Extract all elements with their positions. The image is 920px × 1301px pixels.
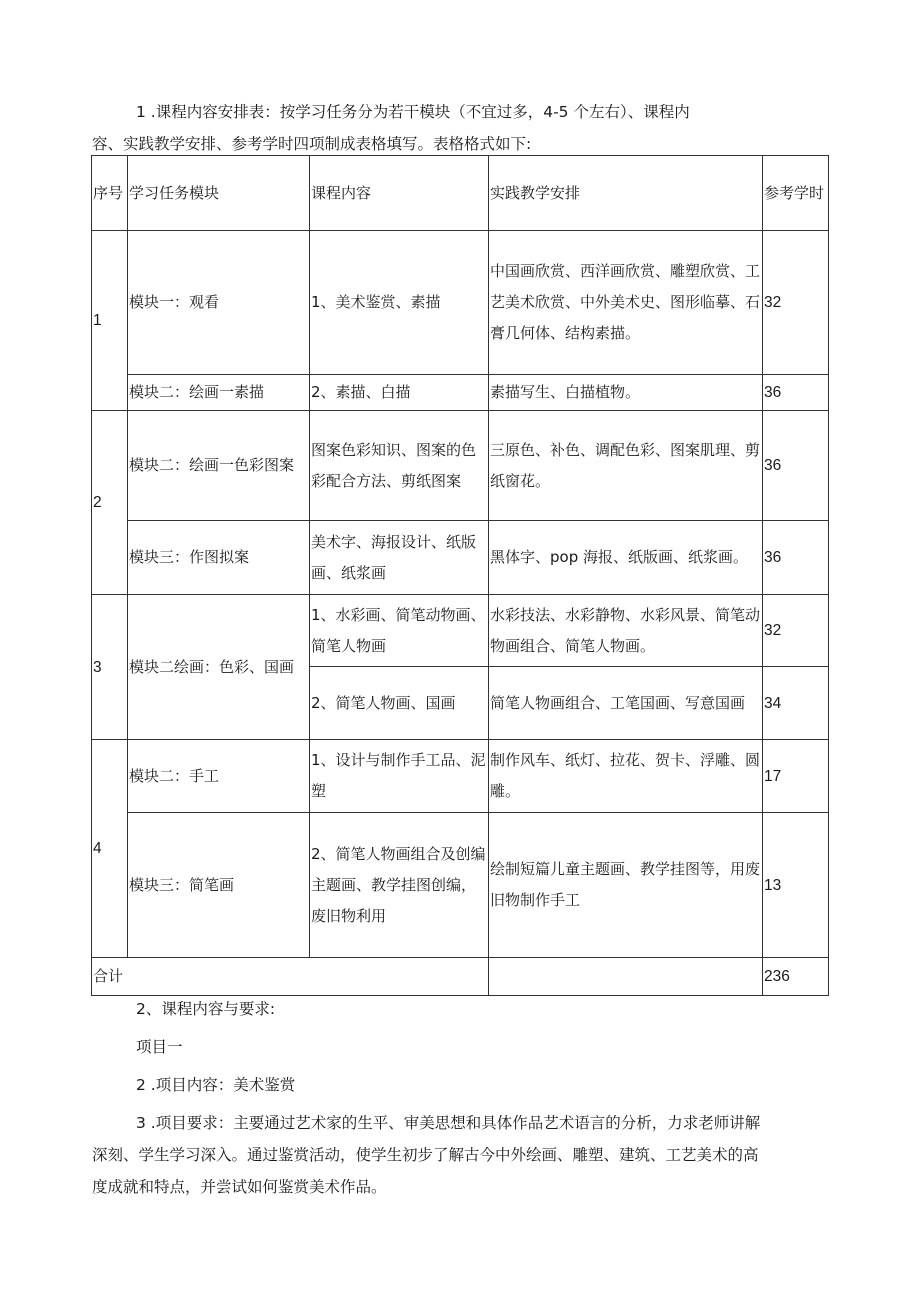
module-cell: 模块二：绘画一色彩图案 bbox=[128, 411, 310, 521]
content-cell: 图案色彩知识、图案的色彩配合方法、剪纸图案 bbox=[310, 411, 489, 521]
intro-line-2: 容、实践教学安排、参考学时四项制成表格填写。表格格式如下: bbox=[92, 135, 532, 153]
table-row bbox=[92, 595, 829, 667]
table-row bbox=[92, 411, 829, 521]
header-practice: 实践教学安排 bbox=[489, 156, 763, 231]
content-cell: 2、简笔人物画组合及创编主题画、教学挂图创编，废旧物利用 bbox=[310, 813, 489, 958]
module-cell: 模块二：手工 bbox=[128, 740, 310, 813]
module-cell: 模块一：观看 bbox=[128, 231, 310, 375]
practice-cell: 中国画欣赏、西洋画欣赏、雕塑欣赏、工艺美术欣赏、中外美术史、图形临摹、石膏几何体、结构素描。 bbox=[489, 231, 763, 375]
hours-cell: 36 bbox=[763, 375, 829, 411]
hours-cell: 32 bbox=[763, 595, 829, 667]
seq-cell: 3 bbox=[92, 595, 128, 740]
project-content: 2 .项目内容：美术鉴赏 bbox=[136, 1076, 296, 1094]
content-cell: 美术字、海报设计、纸版画、纸浆画 bbox=[310, 521, 489, 595]
content-cell: 2、素描、白描 bbox=[310, 375, 489, 411]
practice-cell: 简笔人物画组合、工笔国画、写意国画 bbox=[489, 667, 763, 740]
module-cell: 模块二：绘画一素描 bbox=[128, 375, 310, 411]
content-cell: 1、美术鉴赏、素描 bbox=[310, 231, 489, 375]
practice-cell: 素描写生、白描植物。 bbox=[489, 375, 763, 411]
course-schedule-table bbox=[91, 155, 829, 996]
hours-cell: 36 bbox=[763, 521, 829, 595]
hours-cell: 36 bbox=[763, 411, 829, 521]
project-requirement-line: 深刻、学生学习深入。通过鉴赏活动，使学生初步了解古今中外绘画、雕塑、建筑、工艺美术的高 bbox=[92, 1146, 759, 1164]
project-requirement-line: 3 .项目要求：主要通过艺术家的生平、审美思想和具体作品艺术语言的分析，力求老师讲解 bbox=[136, 1114, 761, 1132]
header-seq: 序号 bbox=[92, 156, 128, 231]
header-module: 学习任务模块 bbox=[128, 156, 310, 231]
content-cell: 1、水彩画、简笔动物画、简笔人物画 bbox=[310, 595, 489, 667]
section-heading: 2、课程内容与要求: bbox=[136, 1000, 276, 1018]
seq-cell: 1 bbox=[92, 231, 128, 411]
content-cell: 1、设计与制作手工品、泥塑 bbox=[310, 740, 489, 813]
total-label: 合计 bbox=[92, 958, 489, 996]
table-header-row bbox=[92, 156, 829, 231]
seq-cell: 4 bbox=[92, 740, 128, 958]
practice-cell: 制作风车、纸灯、拉花、贺卡、浮雕、圆雕。 bbox=[489, 740, 763, 813]
project-title: 项目一 bbox=[136, 1038, 183, 1056]
seq-cell: 2 bbox=[92, 411, 128, 595]
table-row bbox=[92, 521, 829, 595]
table-row bbox=[92, 231, 829, 375]
intro-line-1: 1 .课程内容安排表：按学习任务分为若干模块（不宜过多，4-5 个左右）、课程内 bbox=[136, 103, 690, 121]
requirements-section bbox=[92, 993, 828, 1203]
practice-cell: 水彩技法、水彩静物、水彩风景、简笔动物画组合、简笔人物画。 bbox=[489, 595, 763, 667]
hours-cell: 32 bbox=[763, 231, 829, 375]
module-cell: 模块三：简笔画 bbox=[128, 813, 310, 958]
total-row bbox=[92, 958, 829, 996]
module-cell: 模块二绘画：色彩、国画 bbox=[128, 595, 310, 740]
hours-cell: 17 bbox=[763, 740, 829, 813]
practice-cell: 黑体字、pop 海报、纸版画、纸浆画。 bbox=[489, 521, 763, 595]
module-cell: 模块三：作图拟案 bbox=[128, 521, 310, 595]
content-cell: 2、简笔人物画、国画 bbox=[310, 667, 489, 740]
table-row bbox=[92, 813, 829, 958]
practice-cell: 绘制短篇儿童主题画、教学挂图等，用废旧物制作手工 bbox=[489, 813, 763, 958]
header-hours: 参考学时 bbox=[763, 156, 829, 231]
intro-paragraph bbox=[92, 96, 828, 160]
practice-cell: 三原色、补色、调配色彩、图案肌理、剪纸窗花。 bbox=[489, 411, 763, 521]
project-requirement-line: 度成就和特点，并尝试如何鉴赏美术作品。 bbox=[92, 1178, 387, 1196]
hours-cell: 13 bbox=[763, 813, 829, 958]
header-content: 课程内容 bbox=[310, 156, 489, 231]
total-practice-cell bbox=[489, 958, 763, 996]
table-row bbox=[92, 375, 829, 411]
table-row bbox=[92, 740, 829, 813]
total-hours: 236 bbox=[763, 958, 829, 996]
hours-cell: 34 bbox=[763, 667, 829, 740]
